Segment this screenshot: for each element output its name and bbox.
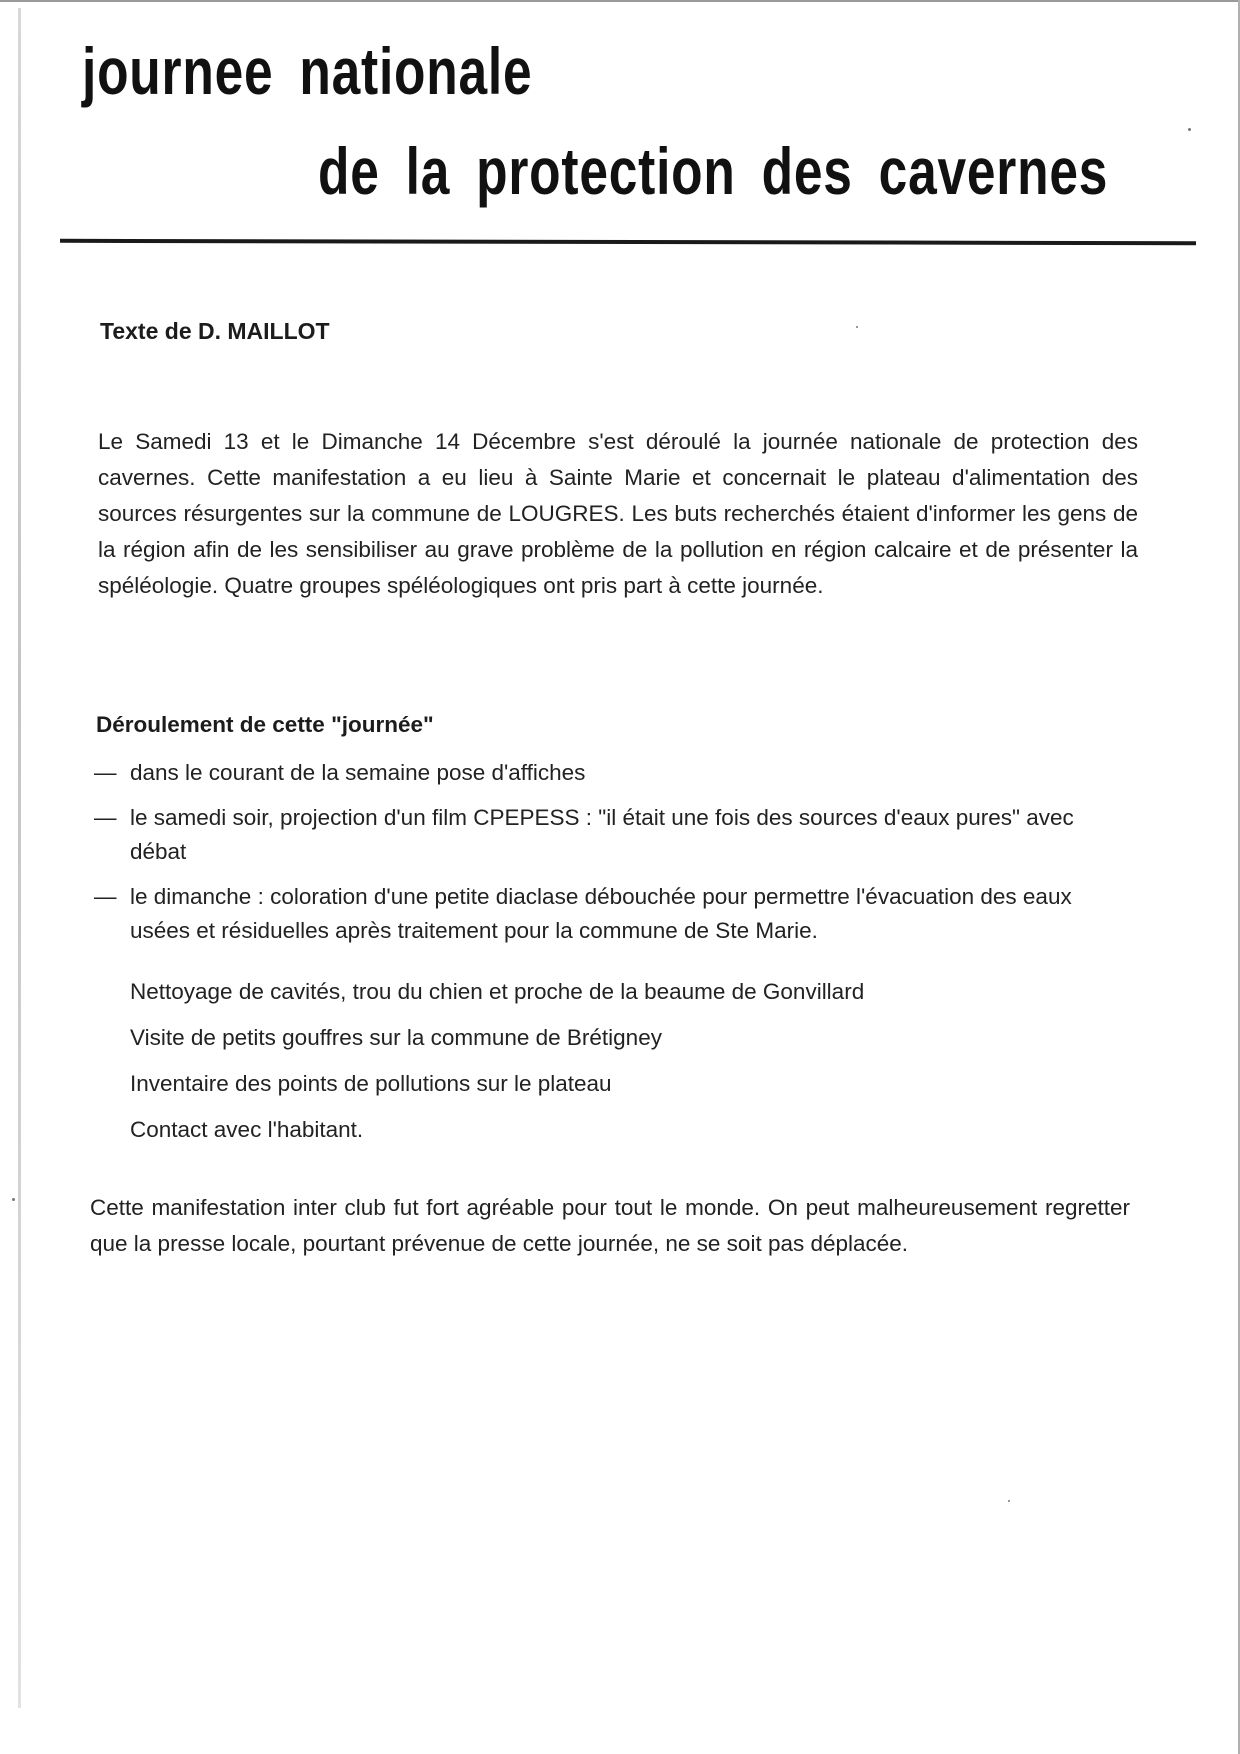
section-heading: Déroulement de cette "journée" (96, 712, 434, 737)
sub-item: Nettoyage de cavités, trou du chien et proche de la beaume de Gonvillard (130, 979, 865, 1004)
scan-speck (1008, 1500, 1010, 1502)
scan-speck (1188, 128, 1191, 131)
scan-speck (856, 326, 858, 328)
list-item (94, 880, 1134, 948)
page-title-line-2: de la protection des cavernes (318, 134, 1109, 208)
scan-top-edge (0, 0, 1240, 2)
page-title-line-1: journee nationale (82, 34, 533, 108)
title-divider (60, 239, 1196, 245)
list-item (94, 801, 1134, 869)
scan-speck (12, 1198, 15, 1201)
author-byline: Texte de D. MAILLOT (100, 318, 330, 344)
dash-bullet: — (94, 805, 117, 830)
sub-item: Visite de petits gouffres sur la commune de Brétigney (130, 1025, 662, 1050)
scan-left-edge (18, 8, 21, 1708)
conclusion-paragraph: Cette manifestation inter club fut fort agréable pour tout le monde. On peut malheureusement regretter que la presse locale, pourtant prévenue de cette journée, ne se soit pas déplacée. (90, 1195, 1130, 1256)
program-list (94, 756, 1134, 959)
intro-paragraph: Le Samedi 13 et le Dimanche 14 Décembre s'est déroulé la journée nationale de protection des cavernes. Cette manifestation a eu lieu à Sainte Marie et concernait le plateau d'alimentation des sources résurgentes sur la commune de LOUGRES. Les buts recherchés étaient d'informer les gens de la région afin de les sensibiliser au grave problème de la pollution en région calcaire et de présenter la spéléologie. Quatre groupes spéléologiques ont pris part à cette journée. (98, 429, 1138, 598)
dash-bullet: — (94, 884, 117, 909)
sub-item: Inventaire des points de pollutions sur le plateau (130, 1071, 612, 1096)
sub-item: Contact avec l'habitant. (130, 1117, 364, 1142)
list-item-text: le dimanche : coloration d'une petite diaclase débouchée pour permettre l'évacuation des eaux usées et résiduelles après traitement pour la commune de Ste Marie. (130, 884, 1072, 943)
dash-bullet: — (94, 760, 117, 785)
list-item (94, 756, 1134, 790)
list-item-text: dans le courant de la semaine pose d'affiches (130, 760, 586, 785)
list-item-text: le samedi soir, projection d'un film CPEPESS : "il était une fois des sources d'eaux pures" avec débat (130, 805, 1074, 864)
